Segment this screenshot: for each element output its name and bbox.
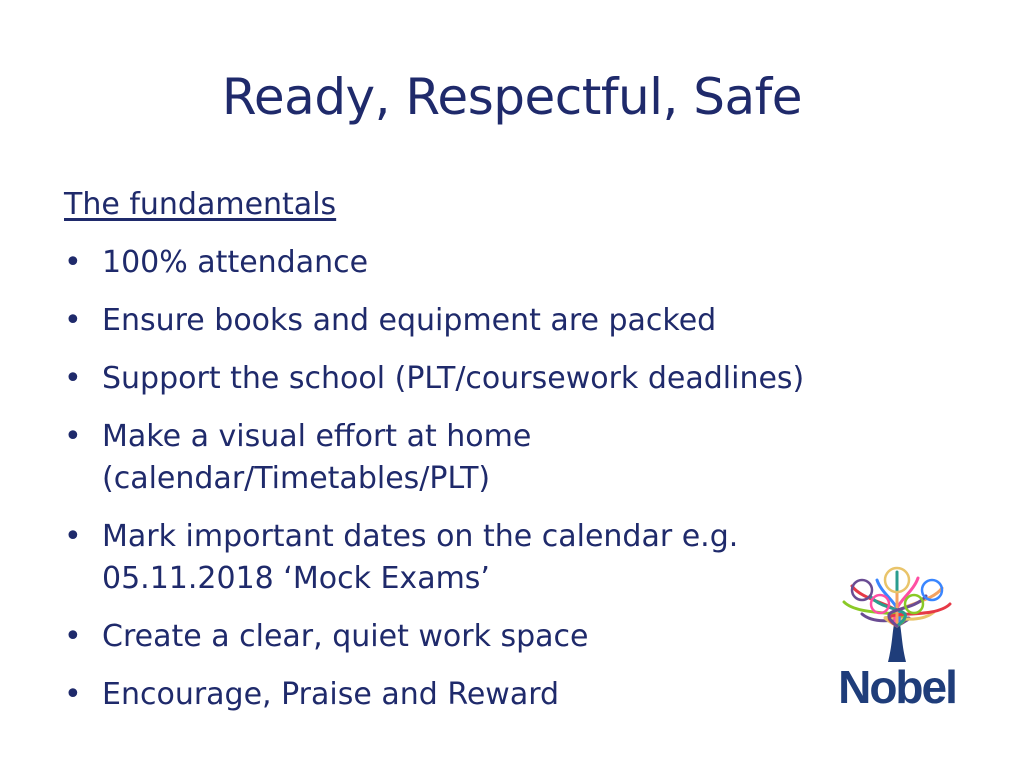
bullet-text: Ensure books and equipment are packed [102, 303, 717, 338]
bullet-text-continued: 05.11.2018 ‘Mock Exams’ [102, 561, 490, 596]
bullet-text: Support the school (PLT/coursework deadlines) [102, 361, 805, 396]
bullet-text: Encourage, Praise and Reward [102, 677, 560, 712]
logo-wordmark: Nobel [838, 661, 956, 713]
bullet-text: 100% attendance [102, 245, 369, 280]
bullet-item [64, 358, 944, 400]
bullet-icon: • [64, 519, 82, 554]
bullet-item [64, 242, 944, 284]
tree-trunk [888, 624, 906, 662]
bullet-icon: • [64, 303, 82, 338]
bullet-icon: • [64, 361, 82, 396]
bullet-text: Mark important dates on the calendar e.g. [102, 519, 739, 554]
bullet-item [64, 300, 944, 342]
bullet-text-continued: (calendar/Timetables/PLT) [102, 461, 491, 496]
bullet-text: Create a clear, quiet work space [102, 619, 589, 654]
bullet-item [64, 616, 944, 658]
bullet-item [64, 516, 944, 600]
tree-logo-icon [822, 566, 972, 662]
tree-branches [844, 568, 950, 626]
nobel-logo [822, 566, 972, 716]
bullet-icon: • [64, 419, 82, 454]
slide-title: Ready, Respectful, Safe [221, 68, 803, 126]
bullet-icon: • [64, 245, 82, 280]
section-heading: The fundamentals [64, 187, 337, 222]
bullet-icon: • [64, 677, 82, 712]
bullet-list [64, 242, 944, 732]
bullet-item [64, 674, 944, 716]
bullet-text: Make a visual effort at home [102, 419, 532, 454]
bullet-item [64, 416, 944, 500]
bullet-icon: • [64, 619, 82, 654]
